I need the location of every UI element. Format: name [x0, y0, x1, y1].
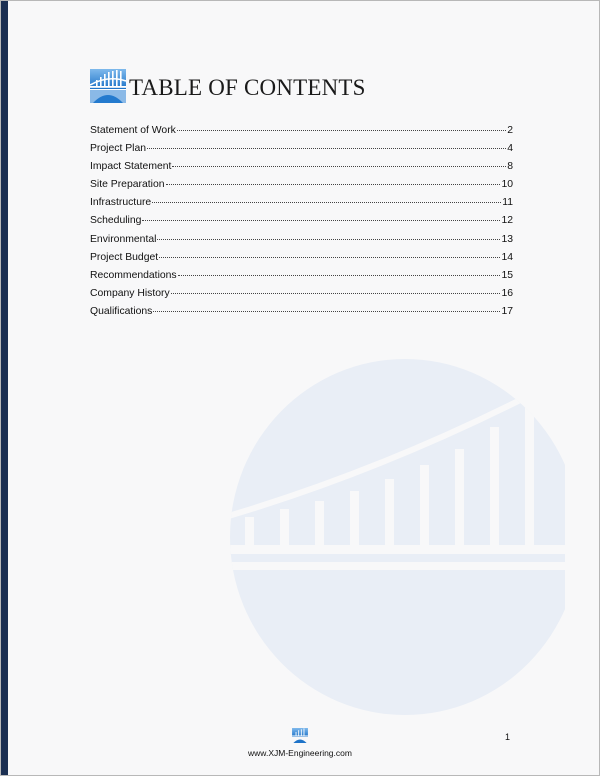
toc-entry-page-number: 16 [501, 287, 513, 299]
toc-entry[interactable] [90, 306, 513, 324]
side-accent-bar [1, 1, 8, 775]
bridge-watermark-icon [225, 357, 565, 719]
toc-dot-leader [159, 257, 500, 258]
toc-entry[interactable] [90, 143, 513, 161]
toc-entry[interactable] [90, 215, 513, 233]
table-of-contents [90, 125, 513, 324]
toc-entry[interactable] [90, 270, 513, 288]
toc-entry[interactable] [90, 125, 513, 143]
toc-entry-title: Company History [90, 287, 170, 299]
toc-entry-page-number: 8 [507, 161, 513, 173]
toc-entry[interactable] [90, 234, 513, 252]
page-title: TABLE OF CONTENTS [129, 74, 366, 100]
toc-dot-leader [142, 220, 500, 221]
toc-dot-leader [153, 311, 500, 312]
toc-dot-leader [178, 275, 501, 276]
toc-dot-leader [172, 166, 506, 167]
toc-entry-page-number: 10 [501, 179, 513, 191]
toc-entry[interactable] [90, 252, 513, 270]
toc-dot-leader [177, 130, 506, 131]
toc-dot-leader [147, 148, 506, 149]
toc-dot-leader [166, 184, 501, 185]
toc-entry-page-number: 2 [507, 125, 513, 136]
toc-entry-page-number: 17 [501, 305, 513, 317]
page-number: 1 [505, 732, 511, 742]
toc-entry-title: Statement of Work [90, 125, 176, 136]
toc-entry-title: Project Budget [90, 251, 159, 263]
toc-entry-page-number: 12 [501, 215, 513, 227]
toc-entry[interactable] [90, 197, 513, 215]
footer-bridge-logo-icon [292, 728, 308, 743]
toc-entry-title: Infrastructure [90, 197, 152, 209]
toc-dot-leader [171, 293, 501, 294]
toc-entry-page-number: 13 [501, 233, 513, 245]
toc-entry-title: Project Plan [90, 143, 147, 155]
page-header [90, 69, 366, 103]
toc-entry-page-number: 14 [501, 251, 513, 263]
toc-entry[interactable] [90, 288, 513, 306]
footer-website-url: www.XJM-Engineering.com [248, 748, 352, 758]
toc-dot-leader [157, 239, 500, 240]
toc-entry-title: Qualifications [90, 305, 153, 317]
toc-entry-title: Impact Statement [90, 161, 172, 173]
toc-entry-title: Recommendations [90, 269, 177, 281]
toc-dot-leader [152, 202, 501, 203]
toc-entry[interactable] [90, 179, 513, 197]
toc-entry-title: Environmental [90, 233, 157, 245]
toc-entry-page-number: 15 [501, 269, 513, 281]
toc-entry[interactable] [90, 161, 513, 179]
toc-entry-page-number: 11 [502, 197, 513, 209]
toc-entry-title: Scheduling [90, 215, 142, 227]
toc-entry-title: Site Preparation [90, 179, 165, 191]
toc-entry-page-number: 4 [507, 143, 513, 155]
bridge-logo-icon [90, 69, 126, 103]
